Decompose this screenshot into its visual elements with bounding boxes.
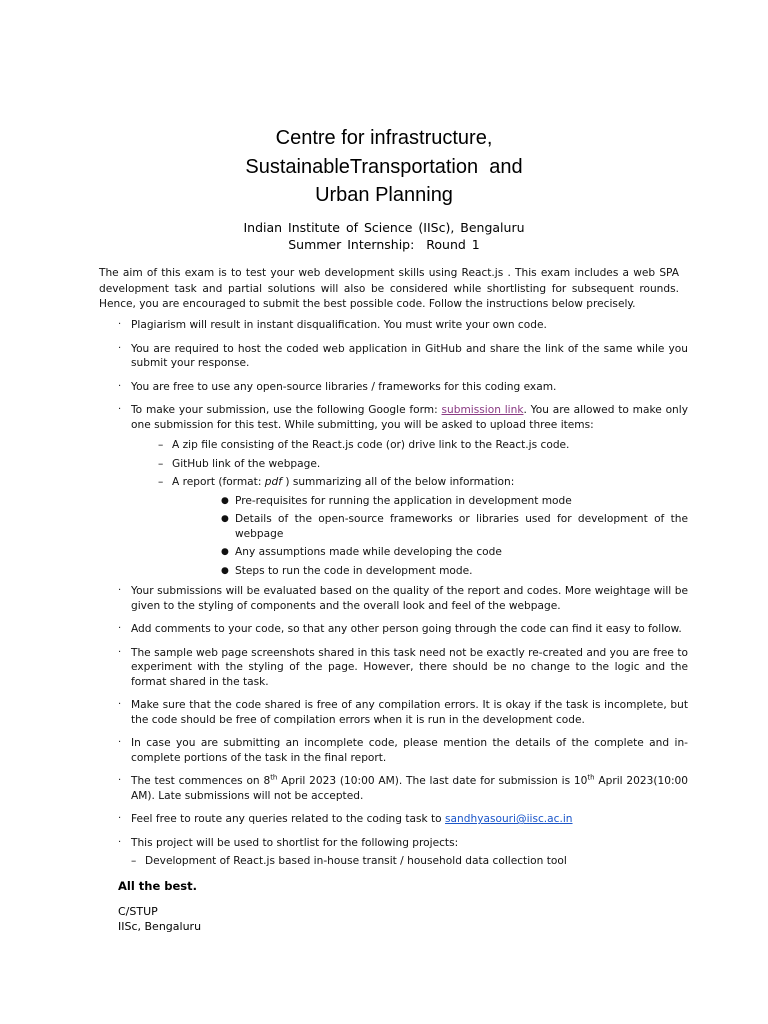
report-item: ● Details of the open-source frameworks or libraries used for development of the webpage (221, 513, 688, 540)
instruction-list (118, 318, 688, 878)
title-line-2: SustainableTransportation and (245, 155, 523, 178)
bullet-icon: ● (221, 495, 229, 506)
list-item: · Feel free to route any queries related to the coding task to sandhyasouri@iisc.ac.in (118, 813, 573, 825)
email-link[interactable]: sandhyasouri@iisc.ac.in (445, 813, 573, 825)
report-item: ● Steps to run the code in development mode. (221, 564, 473, 577)
signature-block (118, 904, 201, 934)
list-item: · In case you are submitting an incomplete code, please mention the details of the complete and in-complete portions of the task in the final report. (118, 737, 688, 764)
bullet-icon: · (118, 775, 122, 786)
list-item: · Add comments to your code, so that any other person going through the code can find it easy to follow. (118, 623, 682, 635)
list-item: · The sample web page screenshots shared in this task need not be exactly re-created and you are free to experiment with the styling of the page. However, there should be no change to the logic and the format shared in the task. (118, 646, 688, 688)
bullet-icon: · (118, 319, 122, 330)
list-item: · To make your submission, use the following Google form: submission link. You are allowed to make only one submission for this test. While submitting, you will be asked to upload three items: – A zip file consisting of the React.js code (or) drive link to the React.js code. – GitHub link of the webpage. – A report (format: pdf ) summarizing all of the below information: ● Pre-requisites for running the application in development mode ● Details of the open-source frameworks or libraries used for development of the webpage ● Any assumptions made while developing the code ● Steps to run the code in development mode. (118, 404, 688, 577)
bullet-icon: ● (221, 565, 229, 576)
list-item: · You are required to host the coded web application in GitHub and share the link of the same while you submit your response. (118, 342, 688, 369)
page-title (0, 124, 768, 210)
dash-icon: – (158, 439, 164, 451)
bullet-icon: · (118, 404, 122, 415)
intro-paragraph: The aim of this exam is to test your web development skills using React.js . This exam includes a web SPA development task and partial solutions will also be considered while shortlisting for subsequent rounds. Hence, you are encouraged to submit the best possible code. Follow the instructions below precisely. (99, 267, 679, 310)
sub-item: – A zip file consisting of the React.js code (or) drive link to the React.js code. (158, 439, 570, 451)
dash-icon: – (131, 855, 137, 867)
list-item: · Make sure that the code shared is free of any compilation errors. It is okay if the task is incomplete, but the code should be free of compilation errors when it is run in the development code. (118, 699, 688, 726)
bullet-icon: · (118, 699, 122, 710)
org-place: IISc, Bengaluru (118, 920, 202, 933)
bullet-icon: · (118, 380, 122, 392)
bullet-icon: ● (221, 514, 229, 524)
sub-item: – A report (format: pdf ) summarizing all of the below information: (158, 476, 515, 488)
sub-item: – Development of React.js based in-house transit / household data collection tool (131, 855, 567, 867)
org-name: C/STUP (118, 905, 158, 918)
round-label: Summer Internship: Round 1 (288, 237, 480, 252)
title-line-1: Centre for infrastructure, (275, 127, 493, 149)
institute-name: Indian Institute of Science (IISc), Bengaluru (243, 220, 525, 235)
list-item: · The test commences on 8th April 2023 (10:00 AM). The last date for submission is 10th April 2023(10:00 AM). Late submissions will not be accepted. (118, 773, 688, 802)
subtitle (0, 219, 768, 253)
dash-icon: – (158, 476, 164, 488)
bullet-icon: · (118, 813, 122, 824)
closing-text: All the best. (118, 879, 198, 893)
list-item: · This project will be used to shortlist for the following projects: – Development of React.js based in-house transit / household data collection tool (118, 836, 688, 869)
sub-item: – GitHub link of the webpage. (158, 457, 321, 470)
list-item: · You are free to use any open-source libraries / frameworks for this coding exam. (118, 380, 557, 393)
list-item: · Plagiarism will result in instant disqualification. You must write your own code. (118, 319, 547, 331)
bullet-icon: · (118, 623, 122, 634)
title-line-3: Urban Planning (315, 184, 453, 206)
dash-icon: – (158, 457, 164, 470)
bullet-icon: ● (221, 547, 229, 557)
bullet-icon: · (118, 836, 122, 848)
report-item: ● Any assumptions made while developing the code (221, 546, 502, 558)
list-item: · Your submissions will be evaluated based on the quality of the report and codes. More weightage will be given to the styling of components and the overall look and feel of the webpage. (118, 585, 688, 612)
bullet-icon: · (118, 585, 122, 596)
bullet-icon: · (118, 737, 122, 748)
bullet-icon: · (118, 342, 122, 354)
bullet-icon: · (118, 646, 122, 658)
report-item: ● Pre-requisites for running the application in development mode (221, 494, 572, 507)
submission-link[interactable]: submission link (441, 404, 524, 416)
